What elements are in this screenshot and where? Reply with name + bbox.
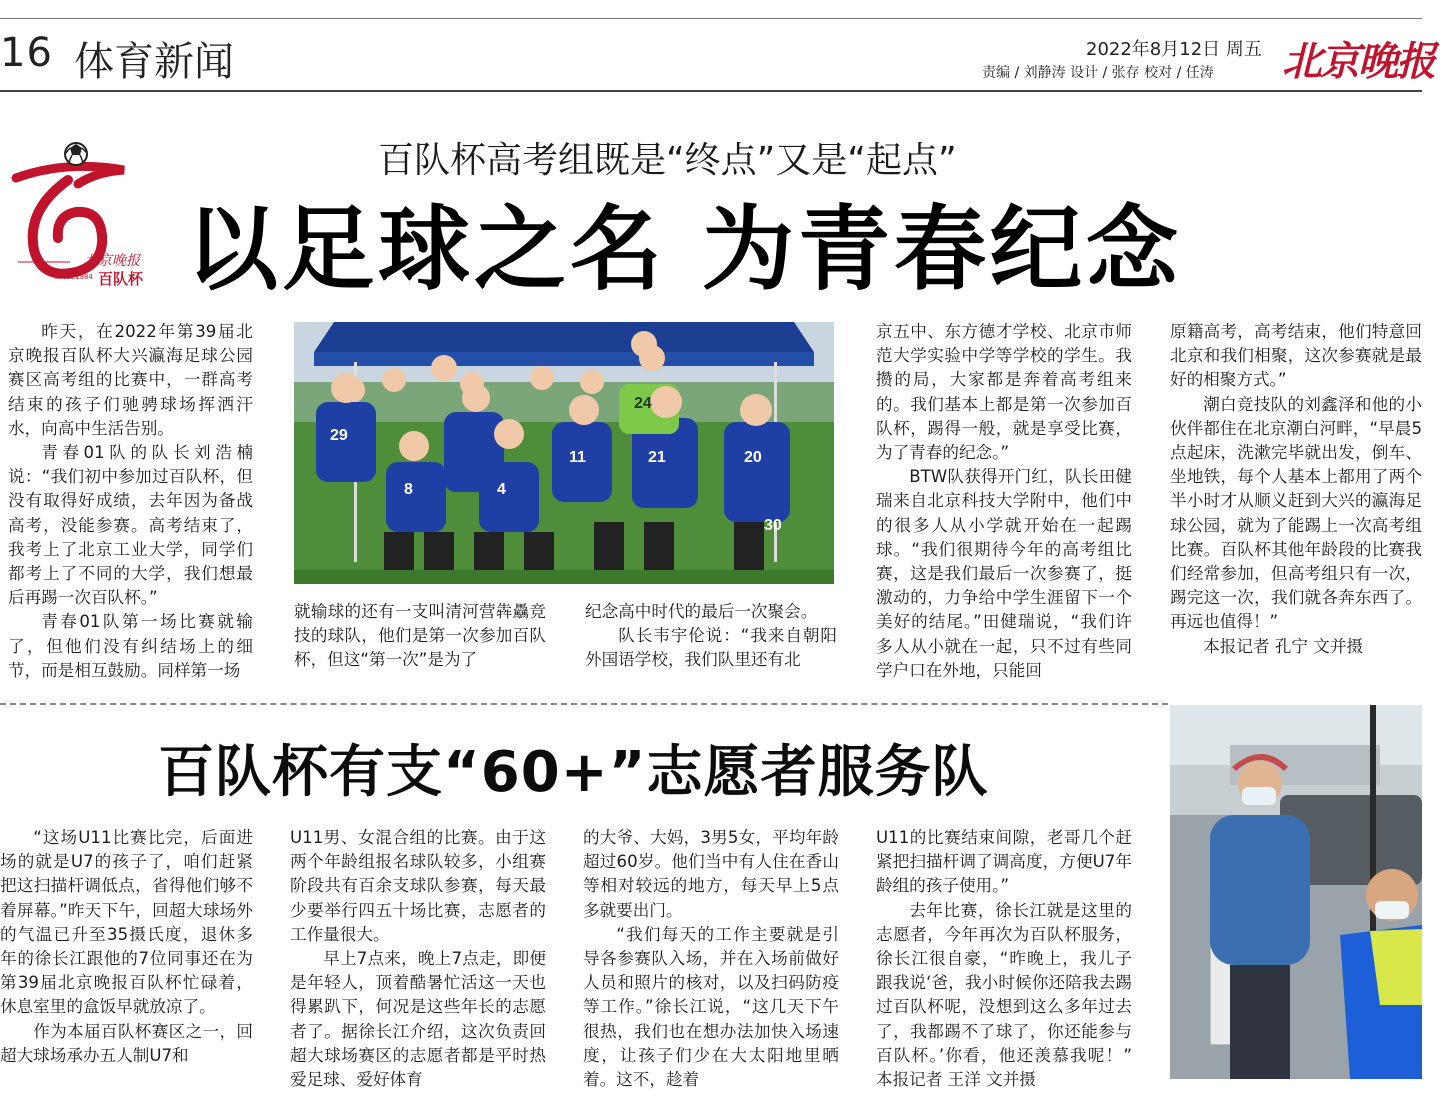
issue-date: 2022年8月12日 周五 (1086, 39, 1262, 60)
team-photo-image (294, 322, 834, 584)
article2-column-4 (876, 826, 1132, 1092)
jersey-number: 30 (764, 517, 782, 534)
paragraph: 京五中、东方德才学校、北京市师范大学实验中学等学校的学生。我攒的局，大家都是奔着高考组来的。我们基本上都是第一次参加百队杯，踢得一般，就是享受比赛，为了青春的纪念。” (876, 322, 1132, 463)
jersey-number: 24 (634, 395, 652, 412)
volunteer-photo (1170, 705, 1422, 1079)
paragraph: 青春01队的队长刘浩楠说：“我们初中参加过百队杯，但没有取得好成绩，去年因为备战高考，没能参赛。高考结束了，我考上了北京工业大学，同学们都考上了不同的大学，我们想最后再踢一次百队杯。” (8, 443, 253, 608)
paragraph: 原籍高考，高考结束，他们特意回北京和我们相聚，这次参赛就是最好的相聚方式。” (1170, 322, 1422, 390)
article1-headline: 以足球之名 为青春纪念 (186, 196, 1183, 303)
paragraph: “我们每天的工作主要就是引导各参赛队入场，并在入场前做好人员和照片的核对，以及扫码防疫等工作。”徐长江说，“这几天下午很热，我们也在想办法加快入场速度，让孩子们少在大太阳地里晒着。这不，趁着 (583, 924, 839, 1090)
jersey-number: 4 (497, 481, 506, 498)
jersey-number: 11 (569, 449, 586, 466)
jersey-number: 8 (404, 481, 413, 498)
top-rule (0, 18, 1422, 19)
article2-column-2 (290, 826, 546, 1092)
team-photo (294, 322, 834, 584)
article1-column-4 (876, 320, 1132, 683)
page-number: 16 (0, 30, 53, 76)
paragraph: U11男、女混合组的比赛。由于这两个年龄组报名球队较多，小组赛阶段共有百余支球队参赛，每天最少要举行四五十场比赛，志愿者的工作量很大。 (290, 828, 546, 944)
article2-column-3 (583, 826, 839, 1092)
paragraph: 早上7点来，晚上7点走，即便是年轻人，顶着酷暑忙活这一天也得累趴下，何况是这些年长的志愿者了。据徐长江介绍，这次负责回超大球场赛区的志愿者都是平时热爱足球、爱好体育 (290, 949, 546, 1090)
cup-logo (6, 140, 148, 290)
section-title: 体育新闻 (74, 39, 234, 85)
paragraph: 潮白竞技队的刘鑫泽和他的小伙伴都住在北京潮白河畔，“早晨5点起床，洗漱完毕就出发，倒车、坐地铁，每个人基本上都用了两个半小时才从顺义赶到大兴的瀛海足球公园，就为了能踢上一次高考组比赛。百队杯其他年龄段的比赛我们经常参加，但高考组只有一次，踢完这一次，我们就各奔东西了。再远也值得！” (1170, 394, 1422, 632)
editor-credits: 责编 / 刘静涛 设计 / 张存 校对 / 任涛 (982, 65, 1214, 81)
jersey-number: 29 (330, 427, 348, 444)
jersey-number: 20 (744, 449, 762, 466)
paragraph: 昨天，在2022年第39届北京晚报百队杯大兴瀛海足球公园赛区高考组的比赛中，一群高考结束的孩子们驰骋球场挥洒汗水，向高中生活告别。 (8, 322, 253, 438)
byline: 本报记者 孔宁 文并摄 (1203, 636, 1364, 656)
article1-subtitle: 百队杯高考组既是“终点”又是“起点” (378, 140, 957, 181)
paragraph: 队长韦宇伦说：“我来自朝阳外国语学校，我们队里还有北 (585, 626, 837, 670)
paragraph: 纪念高中时代的最后一次聚会。 (585, 602, 818, 621)
article-divider (0, 703, 1168, 705)
article1-column-2 (294, 600, 546, 673)
paragraph: 的大爷、大妈，3男5女，平均年龄超过60岁。他们当中有人住在香山等相对较远的地方，每天早上5点多就要出门。 (583, 828, 839, 920)
paragraph: U11的比赛结束间隙，老哥几个赶紧把扫描杆调了调高度，方便U7年龄组的孩子使用。” (876, 828, 1132, 896)
logo-cup-name: 百队杯 (98, 270, 144, 288)
paragraph: 就输球的还有一支叫清河营犇驫竞技的球队，他们是第一次参加百队杯，但这“第一次”是为了 (294, 602, 546, 670)
volunteer-photo-image (1170, 705, 1422, 1079)
paragraph: 去年比赛，徐长江就是这里的志愿者，今年再次为百队杯服务，徐长江很自豪，“昨晚上，我儿子跟我说‘爸，我小时候你还陪我去踢过百队杯呢，没想到这么多年过去了，我都踢不了球了，你还能参与百队杯。’你看，他还羡慕我呢！” 本报记者 王洋 文并摄 (876, 900, 1132, 1090)
newspaper-masthead: 北京晚报 (1282, 38, 1434, 85)
paragraph: “这场U11比赛比完，后面进场的就是U7的孩子了，咱们赶紧把这扫描杆调低点，省得他们够不着屏幕。”昨天下午，回超大球场外的气温已升至35摄氏度，退休多年的徐长江跟他的7位同事还在为第39届北京晚报百队杯忙碌着，休息室里的盒饭早就放凉了。 (0, 828, 253, 1017)
article2-headline: 百队杯有支“60+”志愿者服务队 (158, 740, 989, 805)
article2-column-1 (0, 826, 253, 1068)
header-rule (0, 90, 1422, 92)
article1-column-3 (585, 600, 837, 673)
paragraph: BTW队获得开门红，队长田健瑞来自北京科技大学附中，他们中的很多人从小学就开始在一起踢球。“我们很期待今年的高考组比赛，这是我们最后一次参赛了，挺激动的，力争给中学生涯留下一个美好的结尾。”田健瑞说，“我们许多人从小就在一起，只不过有些同学户口在外地，只能回 (876, 467, 1132, 680)
paragraph: 青春01队第一场比赛就输了，但他们没有纠结场上的细节，而是相互鼓励。同样第一场 (8, 612, 253, 680)
logo-brand-text: 北京晚报 (84, 253, 140, 269)
logo-since: SINCE1984 (54, 273, 93, 281)
jersey-number: 21 (648, 449, 666, 466)
article1-column-5 (1170, 320, 1422, 659)
paragraph: 作为本届百队杯赛区之一，回超大球场承办五人制U7和 (0, 1021, 253, 1065)
article1-column-1 (8, 320, 253, 683)
